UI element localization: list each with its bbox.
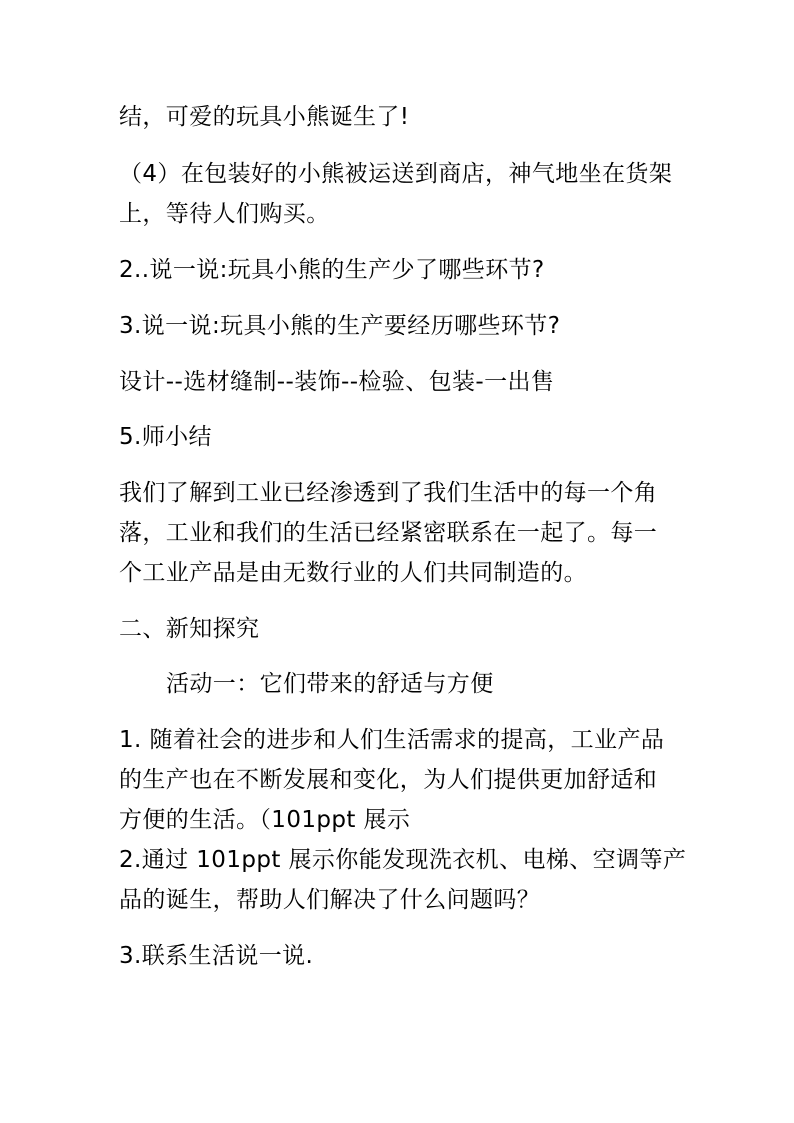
- item-1-line-3: 方便的生活。（101ppt 展示: [119, 807, 411, 833]
- summary-line-1: 我们了解到工业已经渗透到了我们生活中的每一个角: [119, 480, 658, 506]
- item-2-line-2: 品的诞生，帮助人们解决了什么问题吗？: [119, 887, 541, 913]
- section-teacher-summary: 5.师小结: [119, 424, 212, 450]
- section-heading-new-knowledge: 二、新知探究: [119, 616, 260, 642]
- item-1-line-2: 的生产也在不断发展和变化，为人们提供更加舒适和: [119, 767, 658, 793]
- summary-line-3: 个工业产品是由无数行业的人们共同制造的。: [119, 560, 587, 586]
- text-line-continuation: 结，可爱的玩具小熊诞生了!: [119, 104, 410, 130]
- activity-one-heading: 活动一：它们带来的舒适与方便: [166, 671, 494, 697]
- production-chain: 设计--选材缝制--装饰--检验、包装-一出售: [119, 369, 555, 395]
- item-2-line-1: 2.通过 101ppt 展示你能发现洗衣机、电梯、空调等产: [119, 847, 687, 873]
- item-3: 3.联系生活说一说.: [119, 943, 314, 969]
- text-line-step-4: （4）在包装好的小熊被运送到商店，神气地坐在货架: [119, 161, 673, 187]
- question-missing-steps: 2..说一说:玩具小熊的生产少了哪些环节?: [119, 257, 545, 283]
- text-line-step-4-cont: 上，等待人们购买。: [119, 201, 330, 227]
- question-production-steps: 3.说一说:玩具小熊的生产要经历哪些环节?: [119, 313, 561, 339]
- item-1-line-1: 1. 随着社会的进步和人们生活需求的提高，工业产品: [119, 727, 665, 753]
- summary-line-2: 落，工业和我们的生活已经紧密联系在一起了。每一: [119, 520, 658, 546]
